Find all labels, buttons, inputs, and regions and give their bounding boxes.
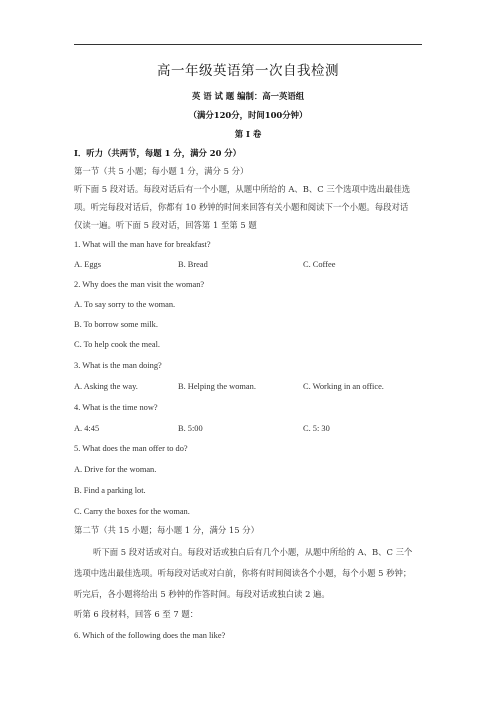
option-b: B. 5:00 [178, 424, 203, 433]
question-3: 3. What is the man doing? [74, 361, 162, 370]
option-a: A. To say sorry to the woman. [74, 300, 176, 309]
question-5: 5. What does the man offer to do? [74, 444, 188, 453]
option-b: B. Helping the woman. [178, 382, 256, 391]
option-a: A. Drive for the woman. [74, 465, 157, 474]
question-6: 6. Which of the following does the man like? [74, 631, 226, 640]
instructions-line: 项。听完每段对话后，你都有 10 秒钟的时间来回答有关小题和阅读下一个小题。每段对话 [74, 202, 409, 212]
question-1: 1. What will the man have for breakfast? [74, 240, 211, 249]
section2-instructions: 选项中选出最佳选项。听每段对话或对白前，你将有时间阅读各个小题，每个小题 5 秒钟； [74, 568, 412, 578]
section2-instructions: 听下面 5 段对话或对白。每段对话或独白后有几个小题，从题中所给的 A、B、C 三个 [93, 547, 413, 557]
option-a: A. 4:45 [74, 424, 100, 433]
option-a: A. Eggs [74, 260, 101, 269]
option-b: B. Bread [178, 260, 208, 269]
material-line: 听第 6 段材料，回答 6 至 7 题： [74, 609, 199, 619]
score-time: （满分120分，时间100分钟） [188, 110, 308, 120]
subtitle: 英 语 试 题 编制：高一英语组 [191, 91, 305, 101]
volume-label: 第 I 卷 [234, 129, 262, 139]
option-a: A. Asking the way. [74, 382, 138, 391]
question-4: 4. What is the time now? [74, 403, 158, 412]
instructions-line: 听下面 5 段对话。每段对话后有一个小题，从题中所给的 A、B、C 三个选项中选出最佳选 [74, 184, 411, 194]
instructions-line: 仅读一遍。听下面 5 段对话，回答第 1 至第 5 题 [74, 220, 257, 230]
option-b: B. Find a parking lot. [74, 486, 146, 495]
page-title: 高一年级英语第一次自我检测 [157, 63, 339, 79]
option-c: C. To help cook the meal. [74, 340, 161, 349]
option-b: B. To borrow some milk. [74, 320, 158, 329]
header-rule [74, 44, 422, 45]
option-c: C. Working in an office. [303, 382, 384, 391]
option-c: C. Carry the boxes for the woman. [74, 507, 190, 516]
section2-instructions: 听完后，各小题将给出 5 秒钟的作答时间。每段对话或独白读 2 遍。 [74, 589, 330, 599]
part1-heading: I．听力（共两节，每题 1 分，满分 20 分） [74, 148, 242, 158]
option-c: C. 5: 30 [303, 424, 330, 433]
option-c: C. Coffee [303, 260, 336, 269]
question-2: 2. Why does the man visit the woman? [74, 280, 205, 289]
section2-heading: 第二节（共 15 小题；每小题 1 分，满分 15 分） [74, 525, 259, 535]
section1-heading: 第一节（共 5 小题；每小题 1 分，满分 5 分） [74, 166, 249, 176]
